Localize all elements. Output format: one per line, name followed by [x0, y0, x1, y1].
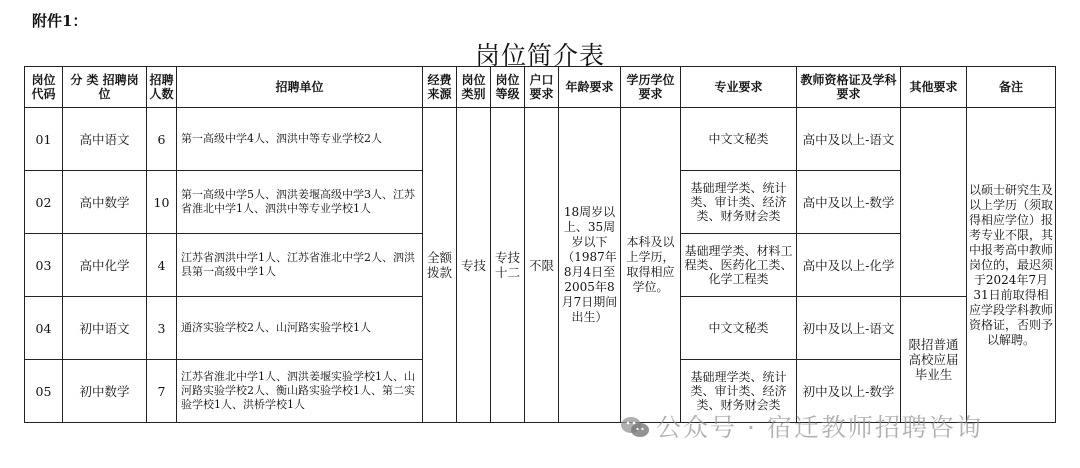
cell-position: 高中化学 — [63, 234, 147, 297]
header-count: 招聘人数 — [147, 67, 177, 108]
cell-cert: 高中及以上-化学 — [797, 234, 901, 297]
cell-major: 中文文秘类 — [681, 108, 797, 171]
cell-major: 基础理学类、材料工程类、医药化工类、化学工程类 — [681, 234, 797, 297]
cell-unit: 江苏省泗洪中学1人、江苏省淮北中学2人、泗洪县第一高级中学1人 — [177, 234, 423, 297]
cell-position: 初中数学 — [63, 360, 147, 423]
cell-other: 限招普通高校应届毕业生 — [901, 297, 967, 423]
header-edu: 学历学位要求 — [621, 67, 681, 108]
cell-count: 3 — [147, 297, 177, 360]
cell-unit: 第一高级中学4人、泗洪中等专业学校2人 — [177, 108, 423, 171]
wechat-icon — [620, 415, 650, 439]
cell-code: 03 — [25, 234, 63, 297]
cell-major: 基础理学类、统计类、审计类、经济类、财务财会类 — [681, 360, 797, 423]
cell-cert: 高中及以上-语文 — [797, 108, 901, 171]
cell-major: 中文文秘类 — [681, 297, 797, 360]
cell-code: 04 — [25, 297, 63, 360]
header-unit: 招聘单位 — [177, 67, 423, 108]
header-code: 岗位代码 — [25, 67, 63, 108]
cell-unit: 通济实验学校2人、山河路实验学校1人 — [177, 297, 423, 360]
cell-age: 18周岁以上、35周岁以下（1987年8月4日至2005年8月7日期间出生） — [559, 108, 621, 423]
cell-count: 6 — [147, 108, 177, 171]
cell-type: 专技 — [457, 108, 491, 423]
cell-count: 7 — [147, 360, 177, 423]
watermark — [620, 408, 983, 444]
cell-code: 05 — [25, 360, 63, 423]
table-row — [25, 108, 1056, 171]
cell-fund: 全额拨款 — [423, 108, 457, 423]
cell-cert: 初中及以上-语文 — [797, 297, 901, 360]
watermark-text: 公众号 · 宿迁教师招聘咨询 — [656, 413, 983, 442]
header-level: 岗位等级 — [491, 67, 525, 108]
header-note: 备注 — [967, 67, 1056, 108]
cell-position: 高中数学 — [63, 171, 147, 234]
attachment-label: 附件1： — [32, 12, 88, 30]
cell-level: 专技十二 — [491, 108, 525, 423]
header-cert: 教师资格证及学科要求 — [797, 67, 901, 108]
header-age: 年龄要求 — [559, 67, 621, 108]
cell-cert: 高中及以上-数学 — [797, 171, 901, 234]
header-fund: 经费来源 — [423, 67, 457, 108]
header-major: 专业要求 — [681, 67, 797, 108]
cell-other-empty — [901, 108, 967, 297]
position-table — [24, 66, 1056, 423]
cell-unit: 第一高级中学5人、泗洪姜堰高级中学3人、江苏省淮北中学1人、泗洪中等专业学校1人 — [177, 171, 423, 234]
cell-hukou: 不限 — [525, 108, 559, 423]
cell-code: 02 — [25, 171, 63, 234]
cell-unit: 江苏省淮北中学1人、泗洪姜堰实验学校1人、山河路实验学校2人、衡山路实验学校1人、第二实验学校1人、洪桥学校1人 — [177, 360, 423, 423]
cell-edu: 本科及以上学历，取得相应学位。 — [621, 108, 681, 423]
cell-count: 4 — [147, 234, 177, 297]
header-other: 其他要求 — [901, 67, 967, 108]
cell-major: 基础理学类、统计类、审计类、经济类、财务财会类 — [681, 171, 797, 234]
header-category: 分 类 招聘岗位 — [63, 67, 147, 108]
cell-code: 01 — [25, 108, 63, 171]
cell-note: 以硕士研究生及以上学历（须取得相应学位）报考专业不限，其中报考高中教师岗位的，最迟须于2024年7月31日前取得相应学段学科教师资格证，否则予以解聘。 — [967, 108, 1056, 423]
header-row — [25, 67, 1056, 108]
cell-position: 初中语文 — [63, 297, 147, 360]
cell-cert: 初中及以上-数学 — [797, 360, 901, 423]
header-type: 岗位类别 — [457, 67, 491, 108]
cell-position: 高中语文 — [63, 108, 147, 171]
cell-count: 10 — [147, 171, 177, 234]
header-hukou: 户口要求 — [525, 67, 559, 108]
page-title: 岗位简介表 — [474, 41, 605, 70]
